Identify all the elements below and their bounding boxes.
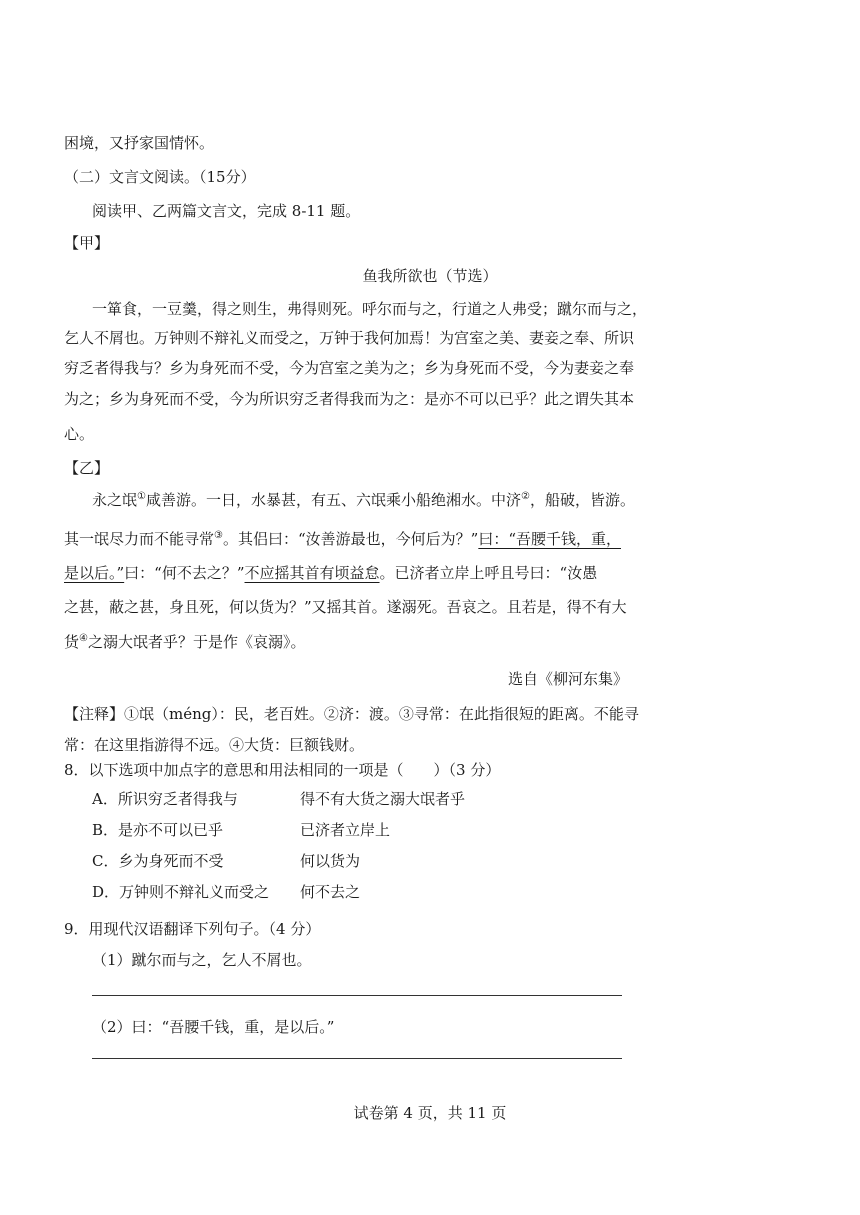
footnote-mark: ③ <box>214 530 223 541</box>
passage-line <box>64 632 306 652</box>
option-c-right: 何以货为 <box>300 852 361 870</box>
text-span: 咸善游。一日，水暴甚，有五、六氓乘小船绝湘水。中济 <box>145 491 521 509</box>
underlined-sentence: 是以后。” <box>64 564 125 582</box>
option-d-left: D．万钟则不辩礼义而受之 <box>92 883 270 901</box>
answer-line[interactable] <box>92 1058 622 1059</box>
option-d-right: 何不去之 <box>300 883 361 901</box>
answer-line[interactable] <box>92 995 622 996</box>
text-span: ，船破，皆游。 <box>529 491 635 509</box>
option-a-right: 得不有大货之溺大氓者乎 <box>300 790 466 808</box>
text-span: 曰：“何不去之？” <box>124 564 245 582</box>
question-9: 9．用现代汉语翻译下列句子。（4 分） <box>64 920 321 938</box>
option-b-right: 已济者立岸上 <box>300 821 391 839</box>
annotation-line: 【注释】①氓（méng）：民，老百姓。②济：渡。③寻常：在此指很短的距离。不能寻 <box>64 705 639 723</box>
text-span: 货 <box>64 633 80 651</box>
option-a-left: A．所识穷乏者得我与 <box>92 790 238 808</box>
question-9-item-2: （2）曰：“吾腰千钱，重，是以后。” <box>92 1018 335 1036</box>
question-9-item-1: （1）蹴尔而与之，乞人不屑也。 <box>92 951 312 969</box>
page-footer: 试卷第 4 页，共 11 页 <box>353 1104 507 1122</box>
text-span: 其一氓尽力而不能寻常 <box>64 530 215 548</box>
passage-line: 穷乏者得我与？乡为身死而不受，今为宫室之美为之；乡为身死而不受，今为妻妾之奉 <box>64 359 635 377</box>
footnote-mark: ① <box>137 491 146 502</box>
instruction: 阅读甲、乙两篇文言文，完成 8-11 题。 <box>92 202 361 220</box>
text-span: 永之氓 <box>92 491 138 509</box>
source-citation: 选自《柳河东集》 <box>507 670 628 688</box>
passage-line <box>64 529 621 549</box>
passage-line: 乞人不屑也。万钟则不辩礼义而受之，万钟于我何加焉！为宫室之美、妻妾之奉、所识 <box>64 329 635 347</box>
passage-label-yi: 【乙】 <box>64 459 110 477</box>
passage-line: 为之；乡为身死而不受，今为所识穷乏者得我而为之：是亦不可以已乎？此之谓失其本 <box>64 390 635 408</box>
text-span: 之溺大氓者乎？于是作《哀溺》。 <box>87 633 306 651</box>
footnote-mark: ② <box>521 491 530 502</box>
section-heading: （二）文言文阅读。（15分） <box>64 168 256 186</box>
text-line: 困境，又抒家国情怀。 <box>64 134 215 152</box>
passage-line: 之甚，蔽之甚，身且死，何以货为？”又摇其首。遂溺死。吾哀之。且若是，得不有大 <box>64 598 627 616</box>
passage-line <box>92 490 635 510</box>
text-span: 。其侣曰：“汝善游最也，今何后为？” <box>222 530 479 548</box>
passage-line: 心。 <box>64 425 95 443</box>
underlined-sentence: 曰：“吾腰千钱，重， <box>478 530 621 548</box>
passage-title: 鱼我所欲也（节选） <box>362 267 498 285</box>
question-8: 8．以下选项中加点字的意思和用法相同的一项是（ ）（3 分） <box>64 761 501 779</box>
option-c-left: C．乡为身死而不受 <box>92 852 224 870</box>
passage-label-jia: 【甲】 <box>64 234 110 252</box>
footnote-mark: ④ <box>79 633 88 644</box>
text-span: 。已济者立岸上呼且号曰：“汝愚 <box>379 564 598 582</box>
passage-line <box>64 563 597 583</box>
underlined-sentence: 不应摇其首有顷益怠 <box>244 564 380 582</box>
option-b-left: B．是亦不可以已乎 <box>92 821 224 839</box>
annotation-line: 常：在这里指游得不远。④大货：巨额钱财。 <box>64 736 365 754</box>
passage-line: 一箪食，一豆羹，得之则生，弗得则死。呼尔而与之，行道之人弗受；蹴尔而与之， <box>92 300 648 318</box>
